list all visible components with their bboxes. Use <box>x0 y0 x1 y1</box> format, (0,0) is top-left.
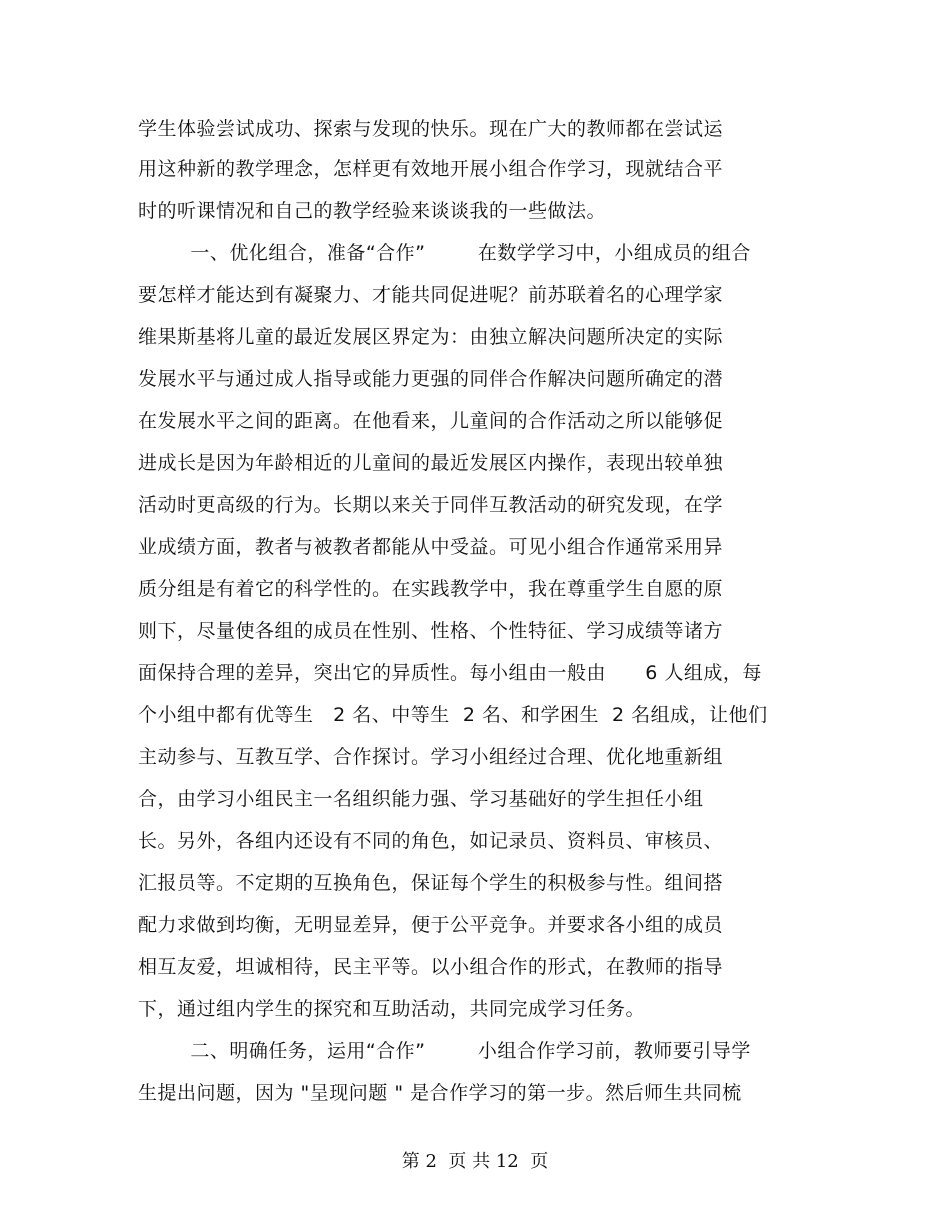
text-line: 活动时更高级的行为。长期以来关于同伴互教活动的研究发现，在学 <box>138 494 724 516</box>
text-line: 进成长是因为年龄相近的儿童间的最近发展区内操作，表现出较单独 <box>138 452 724 474</box>
text-line: 维果斯基将儿童的最近发展区界定为：由独立解决问题所决定的实际 <box>138 326 724 348</box>
text-line: 时的听课情况和自己的教学经验来谈谈我的一些做法。 <box>138 200 607 222</box>
text-line: 汇报员等。不定期的互换角色，保证每个学生的积极参与性。组间搭 <box>138 872 724 894</box>
text-line: 配力求做到均衡，无明显差异，便于公平竞争。并要求各小组的成员 <box>138 914 724 936</box>
text-line: 相互友爱，坦诚相待，民主平等。以小组合作的形式，在教师的指导 <box>138 956 724 978</box>
text-line: 学生体验尝试成功、探索与发现的快乐。现在广大的教师都在尝试运 <box>138 118 724 140</box>
text-line: 用这种新的教学理念，怎样更有效地开展小组合作学习，现就结合平 <box>138 158 724 180</box>
text-line: 主动参与、互教互学、合作探讨。学习小组经过合理、优化地重新组 <box>138 746 724 768</box>
text-line: 在发展水平之间的距离。在他看来，儿童间的合作活动之所以能够促 <box>138 410 724 432</box>
text-line: 二、明确任务，运用“合作” 小组合作学习前，教师要引导学 <box>138 1040 751 1062</box>
text-line: 发展水平与通过成人指导或能力更强的同伴合作解决问题所确定的潜 <box>138 368 724 390</box>
text-line: 则下，尽量使各组的成员在性别、性格、个性特征、学习成绩等诸方 <box>138 620 724 642</box>
text-line: 下，通过组内学生的探究和互助活动，共同完成学习任务。 <box>138 998 646 1020</box>
text-line: 生提出问题，因为 "呈现问题 " 是合作学习的第一步。然后师生共同梳 <box>138 1082 742 1104</box>
text-line: 长。另外，各组内还设有不同的角色，如记录员、资料员、审核员、 <box>138 830 724 852</box>
text-line: 业成绩方面，教者与被教者都能从中受益。可见小组合作通常采用异 <box>138 536 724 558</box>
text-line: 合，由学习小组民主一名组织能力强、学习基础好的学生担任小组 <box>138 788 704 810</box>
page-number-footer: 第 2 页 共 12 页 <box>401 1151 549 1172</box>
text-line: 质分组是有着它的科学性的。在实践教学中，我在尊重学生自愿的原 <box>138 578 724 600</box>
text-line: 面保持合理的差异，突出它的异质性。每小组由一般由 6 人组成，每 <box>138 662 762 684</box>
text-line: 一、优化组合，准备“合作” 在数学学习中，小组成员的组合 <box>138 242 751 264</box>
text-line: 要怎样才能达到有凝聚力、才能共同促进呢？前苏联着名的心理学家 <box>138 284 724 306</box>
text-line: 个小组中都有优等生 2 名、中等生 2 名、和学困生 2 名组成，让他们 <box>138 704 768 726</box>
